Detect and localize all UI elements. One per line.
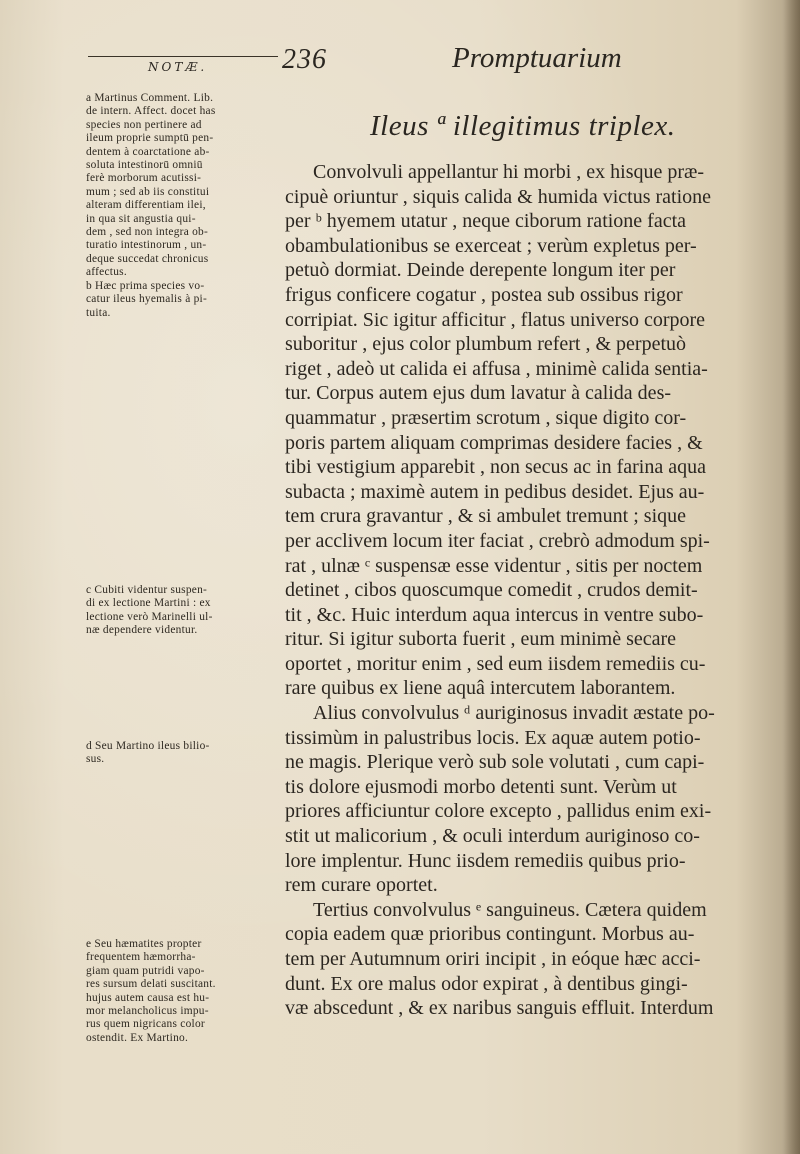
text-line: rem curare oportet. [285,874,438,897]
text-line: tem per Autumnum oriri incipit , in eóque hæc acci- [285,948,701,970]
text-line: priores afficiuntur colore excepto , pallidus enim exi- [285,800,712,823]
running-title: Promptuarium [452,42,622,74]
text-line: lore implentur. Hunc iisdem remediis quibus prio- [285,849,686,872]
note-line: de intern. Affect. docet has [86,105,216,118]
text-line: stit ut malicorium , & oculi interdum auriginoso co- [285,825,700,848]
note-line: lectione verò Marinelli ul- [86,610,213,623]
text-line: petuò dormiat. Deinde derepente longum iter per [285,259,676,282]
text-line: tibi vestigium apparebit , non secus ac in farina aqua [285,456,706,479]
note-line: b Hæc prima species vo- [86,279,205,292]
text-line: corripiat. Sic igitur afficitur , flatus universo corpore [285,308,706,331]
note-line: catur ileus hyemalis à pi- [86,293,208,306]
text-line: subacta ; maximè autem in pedibus desidet. Ejus au- [285,480,705,503]
marginal-note-a [86,92,280,320]
note-line: species non pertinere ad [86,118,202,131]
text-line: Convolvuli appellantur hi morbi , ex hisque præ- [313,161,705,183]
text-line: væ abscedunt , & ex naribus sanguis effluit. Interdum [285,997,714,1020]
text-line: frigus conficere cogatur , postea sub ossibus rigor [285,283,683,306]
note-line: e Seu hæmatites propter [86,938,202,950]
main-text [285,160,793,1021]
text-line: tem crura gravantur , & si ambulet tremunt ; sique [285,505,686,528]
text-line: tis dolore ejusmodi morbo detenti sunt. Verùm ut [285,775,677,798]
note-line: soluta intestinorū omniū [86,159,203,172]
text-line: Tertius convolvulus ᵉ sanguineus. Cætera quidem [313,898,707,921]
note-line: deque succedat chronicus [86,252,209,265]
note-line: turatio intestinorum , un- [86,239,207,252]
note-line: mor melancholicus impu- [86,1005,209,1018]
text-line: poris partem aliquam comprimas desidere facies , & [285,431,703,454]
note-line: mum ; sed ab iis constitui [86,185,210,198]
note-line: c Cubiti videntur suspen- [86,584,208,596]
note-line: dem , sed non integra ob- [86,226,209,239]
paragraph-1 [285,160,793,701]
text-line: riget , adeò ut calida ei affusa , minimè calida sentia- [285,357,708,380]
text-line: oportet , moritur enim , sed eum iisdem remediis cu- [285,652,706,675]
text-line: ritur. Si igitur suborta fuerit , eum minimè secare [285,628,677,651]
text-line: tur. Corpus autem ejus dum lavatur à calida des- [285,382,672,405]
section-title: Ileus ª illegitimus triplex. [370,110,676,142]
note-line: alteram differentiam ilei, [86,199,206,212]
marginal-note-c [86,584,280,638]
note-line: res sursum delati suscitant. [86,978,216,991]
text-line: quammatur , præsertim scrotum , sique digito cor- [285,406,687,429]
text-line: obambulationibus se exerceat ; verùm expletus per- [285,234,697,257]
note-line: dentem à coarctatione ab- [86,145,210,158]
text-line: tit , &c. Huic interdum aqua intercus in ventre subo- [285,603,704,626]
note-line: ferè morborum acutissi- [86,172,202,185]
note-line: affectus. [86,266,127,279]
marginal-note-e [86,938,280,1045]
text-line: rare quibus ex liene aquâ intercutem laborantem. [285,677,676,700]
note-line: rus quem nigricans color [86,1018,205,1031]
text-line: ne magis. Plerique verò sub sole volutati , cum capi- [285,751,705,774]
note-line: di ex lectione Martini : ex [86,597,211,610]
note-line: næ dependere videntur. [86,624,198,637]
note-line: ostendit. Ex Martino. [86,1031,189,1044]
text-line: cipuè oriuntur , siquis calida & humida victus ratione [285,185,712,208]
note-line: ileum proprie sumptū pen- [86,132,214,145]
text-line: Alius convolvulus ᵈ auriginosus invadit æstate po- [313,702,715,725]
text-line: copia eadem quæ prioribus contingunt. Morbus au- [285,923,695,946]
page-number: 236 [282,44,327,75]
paragraph-2 [285,701,793,898]
note-line: frequentem hæmorrha- [86,951,196,964]
note-line: giam quam putridi vapo- [86,964,205,977]
text-line: rat , ulnæ ᶜ suspensæ esse videntur , sitis per noctem [285,554,703,577]
note-line: a Martinus Comment. Lib. [86,92,214,104]
paragraph-3 [285,898,793,1021]
note-line: hujus autem causa est hu- [86,991,210,1004]
text-line: detinet , cibos quoscumque comedit , crudos demit- [285,579,698,602]
marginal-note-d [86,740,280,767]
note-line: d Seu Martino ileus bilio- [86,740,210,752]
text-line: per acclivem locum iter faciat , crebrò admodum spi- [285,529,710,552]
note-line: sus. [86,753,105,766]
text-line: per ᵇ hyemem utatur , neque ciborum ratione facta [285,210,687,233]
note-line: in qua sit angustia qui- [86,212,196,225]
text-line: dunt. Ex ore malus odor expirat , à dentibus gingi- [285,972,688,995]
note-line: tuita. [86,306,111,319]
notes-header: NOTÆ. [88,56,278,74]
text-line: tissimùm in palustribus locis. Ex aquæ autem potio- [285,726,701,749]
text-line: suboritur , ejus color plumbum refert , & perpetuò [285,333,687,356]
